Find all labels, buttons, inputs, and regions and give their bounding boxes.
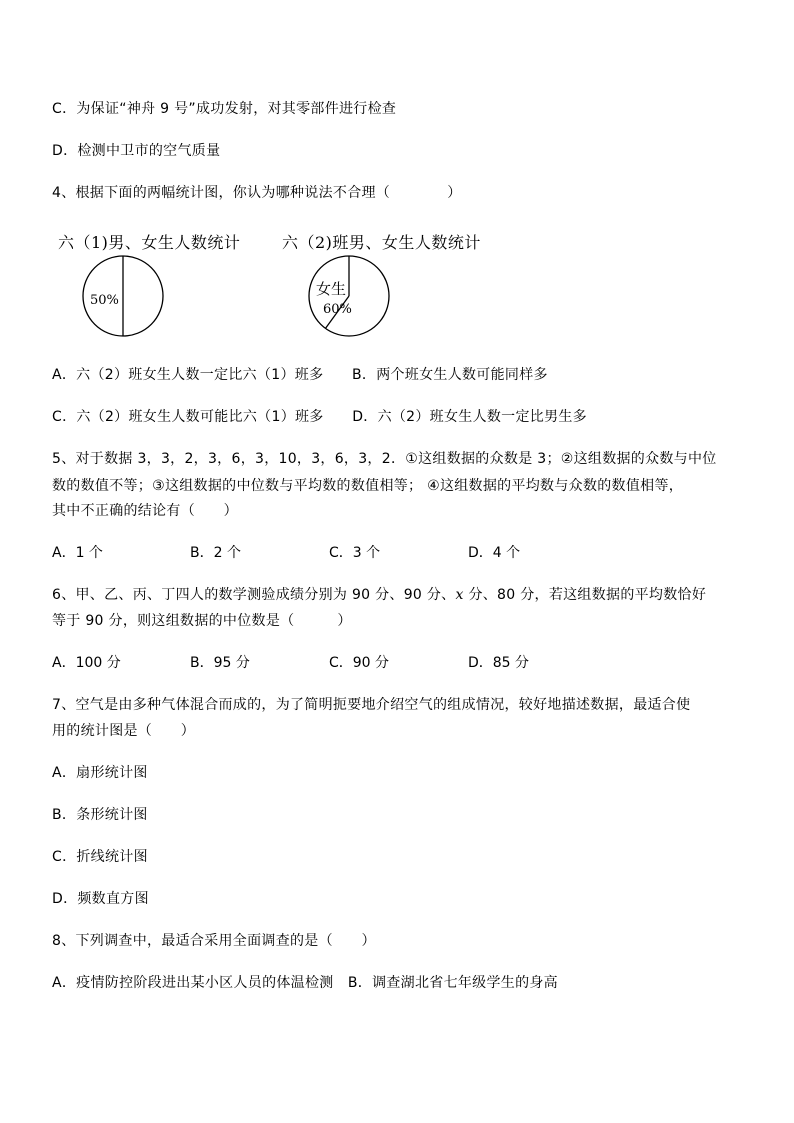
- q6-stem-part1: 6、甲、乙、丙、丁四人的数学测验成绩分别为 90 分、90 分、: [52, 587, 456, 603]
- q7-stem-line1: 7、空气是由多种气体混合而成的，为了简明扼要地介绍空气的组成情况，较好地描述数据，最适合使: [52, 697, 691, 713]
- q6-stem-line1: [52, 585, 706, 605]
- q8-options-ab: A．疫情防控阶段进出某小区人员的体温检测 B．调查湖北省七年级学生的身高: [52, 975, 558, 991]
- q6-option-b: B．95 分: [190, 655, 250, 671]
- chart2-pie: [299, 246, 399, 346]
- q5-stem-line3: 其中不正确的结论有（ ）: [52, 503, 238, 519]
- chart2-title: 六（2)班男、女生人数统计: [282, 233, 481, 252]
- q3-option-c: C．为保证“神舟 9 号”成功发射，对其零部件进行检查: [52, 101, 397, 117]
- q6-option-d: D．85 分: [468, 655, 530, 671]
- q6-option-a: A．100 分: [52, 655, 121, 671]
- q4-options-cd: C．六（2）班女生人数可能比六（1）班多 D．六（2）班女生人数一定比男生多: [52, 409, 587, 425]
- q8-stem: 8、下列调查中，最适合采用全面调查的是（ ）: [52, 933, 376, 949]
- q5-stem-line2: 数的数值不等；③这组数据的中位数与平均数的数值相等； ④这组数据的平均数与众数的数值相等，: [52, 478, 684, 494]
- q7-option-b: B．条形统计图: [52, 807, 148, 823]
- q3-option-d: D．检测中卫市的空气质量: [52, 143, 221, 159]
- q4-stem: 4、根据下面的两幅统计图，你认为哪种说法不合理（ ）: [52, 185, 462, 201]
- q4-options-ab: A．六（2）班女生人数一定比六（1）班多 B．两个班女生人数可能同样多: [52, 367, 548, 383]
- chart1-pie: [73, 246, 173, 346]
- q6-stem-part2: 分、80 分，若这组数据的平均数恰好: [463, 587, 707, 603]
- q7-option-c: C．折线统计图: [52, 849, 148, 865]
- chart1-title: 六（1)男、女生人数统计: [58, 233, 241, 252]
- q7-option-a: A．扇形统计图: [52, 765, 148, 781]
- q5-stem-line1: 5、对于数据 3，3，2，3，6，3，10，3，6，3，2．①这组数据的众数是 3；②这组数据的众数与中位: [52, 451, 717, 467]
- q5-option-c: C．3 个: [329, 545, 381, 561]
- q7-stem-line2: 用的统计图是（ ）: [52, 723, 195, 739]
- q6-option-c: C．90 分: [329, 655, 390, 671]
- chart2-annotation-label: 女生: [316, 280, 347, 298]
- q5-option-b: B．2 个: [190, 545, 241, 561]
- q6-variable-x: x: [455, 587, 464, 603]
- q5-option-a: A．1 个: [52, 545, 103, 561]
- q7-option-d: D．频数直方图: [52, 891, 149, 907]
- chart1-annotation-percent: 50%: [90, 293, 119, 308]
- q5-option-d: D．4 个: [468, 545, 521, 561]
- q6-stem-line2: 等于 90 分，则这组数据的中位数是（ ）: [52, 613, 352, 629]
- chart2-annotation-percent: 60%: [323, 302, 352, 317]
